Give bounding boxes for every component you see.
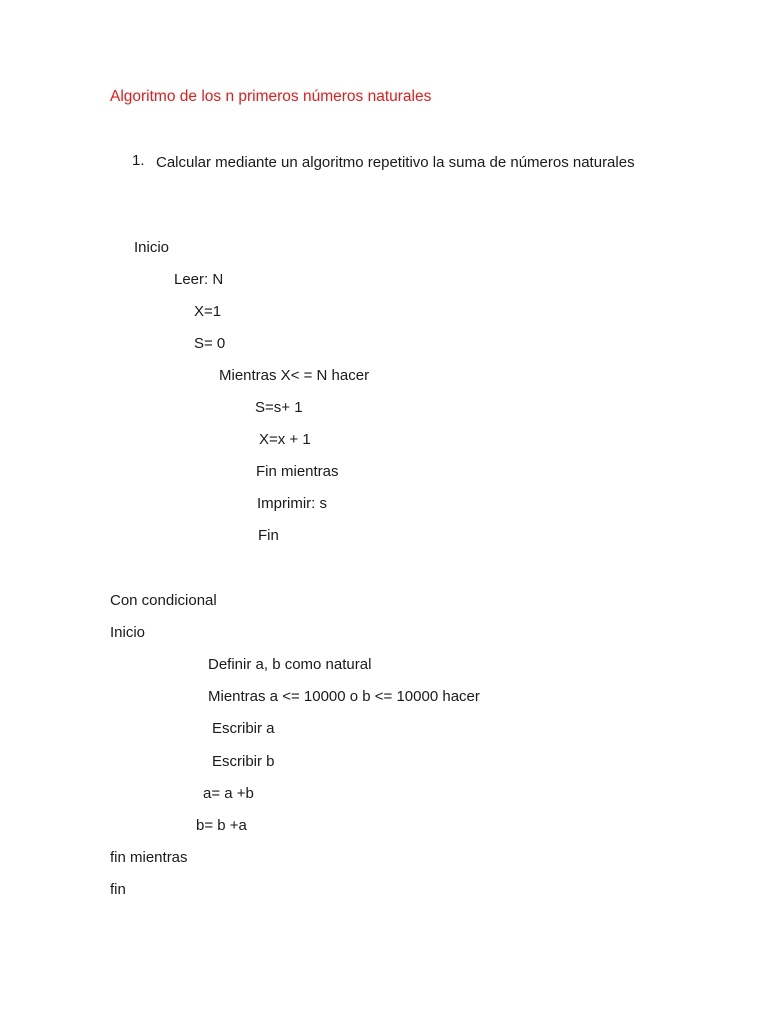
algo1-inicio: Inicio xyxy=(134,239,170,256)
algo1-fin: Fin xyxy=(258,527,279,544)
algo1-s-init: S= 0 xyxy=(194,335,226,352)
algo2-fin-mientras: fin mientras xyxy=(110,849,188,866)
algo2-b-update: b= b +a xyxy=(196,817,247,834)
document-title: Algoritmo de los n primeros números naturales xyxy=(110,88,432,105)
algo2-heading: Con condicional xyxy=(110,592,217,609)
algo2-definir: Definir a, b como natural xyxy=(208,656,372,673)
algo1-leer: Leer: N xyxy=(174,271,224,288)
algo2-inicio: Inicio xyxy=(110,624,146,641)
algo2-fin: fin xyxy=(110,881,126,898)
algo2-escribir-a: Escribir a xyxy=(212,720,275,737)
list-item-number: 1. xyxy=(132,152,145,169)
list-item-text: Calcular mediante un algoritmo repetitivo la suma de números naturales xyxy=(156,154,635,171)
algo1-x-update: X=x + 1 xyxy=(259,431,311,448)
algo1-x-init: X=1 xyxy=(194,303,222,320)
algo2-mientras: Mientras a <= 10000 o b <= 10000 hacer xyxy=(208,688,480,705)
algo2-a-update: a= a +b xyxy=(203,785,254,802)
algo1-s-update: S=s+ 1 xyxy=(255,399,303,416)
algo1-imprimir: Imprimir: s xyxy=(257,495,327,512)
algo2-escribir-b: Escribir b xyxy=(212,753,275,770)
algo1-mientras: Mientras X< = N hacer xyxy=(219,367,370,384)
algo1-fin-mientras: Fin mientras xyxy=(256,463,339,480)
